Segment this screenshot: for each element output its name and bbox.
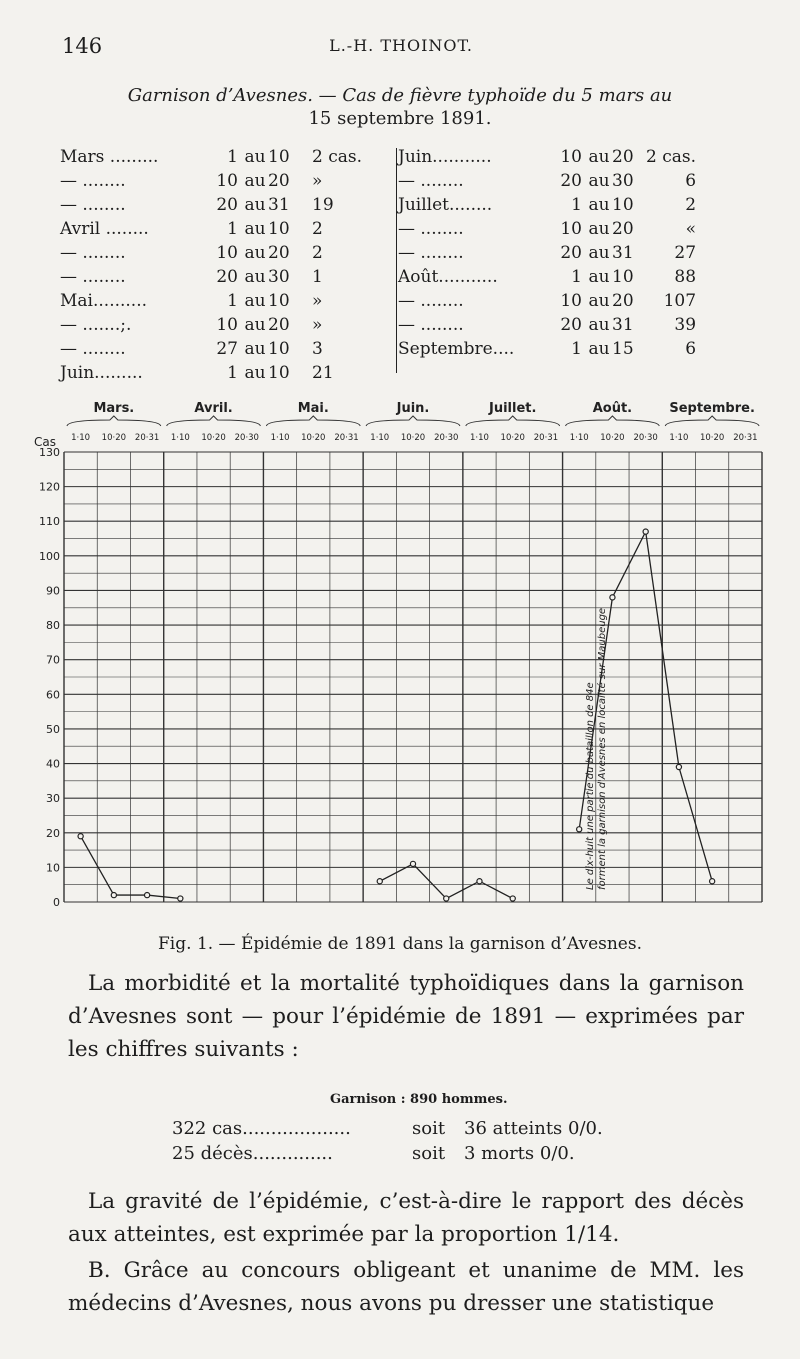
garrison-label: Garnison : 890 hommes. bbox=[330, 1092, 508, 1107]
y-tick-label: 70 bbox=[46, 653, 60, 667]
stats-label: 25 décès.............. bbox=[172, 1143, 333, 1164]
month-label: — ........ bbox=[398, 291, 464, 311]
period-start: 20 bbox=[216, 267, 238, 287]
case-row bbox=[398, 313, 696, 337]
month-label: — ........ bbox=[398, 243, 464, 263]
case-row bbox=[398, 289, 696, 313]
period-start: 1 bbox=[227, 219, 238, 239]
period-end: 10 bbox=[268, 339, 290, 359]
case-count: 6 bbox=[685, 171, 697, 191]
period-tick-label: 10·20 bbox=[699, 433, 725, 443]
case-row bbox=[60, 361, 372, 385]
period-end: 10 bbox=[268, 363, 290, 383]
period-tick-label: 1·10 bbox=[170, 433, 190, 443]
stats-value: 36 atteints 0/0. bbox=[464, 1118, 603, 1139]
period-start: 10 bbox=[216, 171, 238, 191]
period-start: 20 bbox=[560, 243, 582, 263]
period-end: 20 bbox=[268, 171, 290, 191]
month-label: — .......;. bbox=[60, 315, 132, 335]
data-point bbox=[710, 879, 715, 884]
month-label: — ........ bbox=[398, 219, 464, 239]
month-label: Avril ........ bbox=[60, 219, 149, 239]
case-count: 6 bbox=[685, 339, 697, 359]
period-tick-label: 20·31 bbox=[134, 433, 160, 443]
period-au: au bbox=[244, 147, 266, 167]
period-start: 10 bbox=[560, 219, 582, 239]
case-row bbox=[398, 337, 696, 361]
stats-soit: soit bbox=[412, 1118, 446, 1139]
period-tick-label: 1·10 bbox=[71, 433, 91, 443]
case-row bbox=[60, 193, 372, 217]
period-tick-label: 1·10 bbox=[669, 433, 689, 443]
period-start: 20 bbox=[560, 315, 582, 335]
stats-label: 322 cas................... bbox=[172, 1118, 351, 1139]
case-count: 2 bbox=[312, 243, 323, 263]
data-point bbox=[643, 529, 648, 534]
y-tick-label: 110 bbox=[39, 515, 60, 529]
y-tick-label: 30 bbox=[46, 792, 60, 806]
month-label: Mai. bbox=[297, 401, 329, 416]
case-count: 1 bbox=[312, 267, 323, 287]
period-au: au bbox=[588, 315, 610, 335]
data-point bbox=[178, 896, 183, 901]
period-au: au bbox=[244, 219, 266, 239]
month-label: Avril. bbox=[194, 401, 233, 416]
period-start: 20 bbox=[560, 171, 582, 191]
table-caption-line1: Garnison d’Avesnes. — Cas de fièvre typhoïde du 5 mars au bbox=[127, 85, 673, 106]
month-brace bbox=[167, 416, 261, 426]
period-start: 10 bbox=[560, 147, 582, 167]
paragraph-gravity: La gravité de l’épidémie, c’est-à-dire le rapport des décès aux atteintes, est exprimée par la proportion 1/14. bbox=[68, 1189, 744, 1247]
series-line bbox=[380, 864, 513, 899]
period-end: 15 bbox=[612, 339, 634, 359]
period-start: 20 bbox=[216, 195, 238, 215]
period-end: 10 bbox=[612, 267, 634, 287]
data-point bbox=[144, 892, 149, 897]
case-row bbox=[398, 265, 696, 289]
cases-table-right bbox=[398, 145, 696, 361]
case-count: 2 bbox=[312, 219, 323, 239]
y-tick-label: 20 bbox=[46, 826, 60, 840]
month-label: — ........ bbox=[60, 243, 126, 263]
chart-annotation-line1: Le dix-huit une partie du bataillon de 84e bbox=[585, 682, 597, 890]
month-label: — ........ bbox=[60, 171, 126, 191]
period-end: 31 bbox=[268, 195, 290, 215]
month-brace bbox=[665, 416, 759, 426]
data-point bbox=[78, 834, 83, 839]
case-row bbox=[60, 289, 372, 313]
stats-table bbox=[172, 1116, 629, 1166]
period-tick-label: 10·20 bbox=[301, 433, 326, 443]
paragraph-morbidity: La morbidité et la mortalité typhoïdiques dans la garnison d’Avesnes sont — pour l’épidémie de 1891 — exprimées par les chiffres suivants : bbox=[68, 971, 744, 1062]
stats-row bbox=[172, 1116, 629, 1141]
y-tick-label: 60 bbox=[46, 688, 60, 702]
period-start: 1 bbox=[571, 267, 582, 287]
period-start: 1 bbox=[227, 363, 238, 383]
month-label: Juin......... bbox=[60, 363, 143, 383]
month-brace bbox=[566, 416, 660, 426]
case-count: 19 bbox=[312, 195, 334, 215]
period-tick-label: 10·20 bbox=[101, 433, 127, 443]
y-tick-label: 90 bbox=[46, 584, 60, 598]
case-row bbox=[398, 169, 696, 193]
period-au: au bbox=[244, 339, 266, 359]
data-point bbox=[577, 827, 582, 832]
month-label: Août........... bbox=[398, 267, 498, 287]
period-au: au bbox=[588, 147, 610, 167]
stats-row bbox=[172, 1141, 629, 1166]
month-label: Juin........... bbox=[398, 147, 492, 167]
month-brace bbox=[466, 416, 560, 426]
period-tick-label: 20·30 bbox=[234, 433, 259, 443]
stats-soit: soit bbox=[412, 1143, 446, 1164]
case-count: 27 bbox=[674, 243, 697, 263]
month-label: Août. bbox=[592, 401, 633, 416]
period-tick-label: 10·20 bbox=[400, 433, 426, 443]
period-tick-label: 1·10 bbox=[470, 433, 489, 443]
period-end: 10 bbox=[268, 291, 290, 311]
period-tick-label: 20·30 bbox=[434, 433, 459, 443]
period-au: au bbox=[244, 315, 266, 335]
month-label: Juillet. bbox=[488, 401, 537, 416]
data-point bbox=[676, 764, 681, 769]
case-row bbox=[398, 193, 696, 217]
period-au: au bbox=[244, 363, 266, 383]
period-end: 20 bbox=[612, 219, 634, 239]
month-label: — ........ bbox=[60, 339, 126, 359]
paragraph-statistics: B. Grâce au concours obligeant et unanime de MM. les médecins d’Avesnes, nous avons pu dresser une statistique bbox=[68, 1258, 744, 1316]
case-count: 88 bbox=[674, 267, 697, 287]
period-end: 10 bbox=[268, 147, 290, 167]
month-label: — ........ bbox=[60, 267, 126, 287]
period-au: au bbox=[588, 195, 610, 215]
data-point bbox=[610, 595, 615, 600]
y-tick-label: 120 bbox=[39, 480, 60, 494]
case-count: 2 cas. bbox=[312, 147, 363, 167]
data-point bbox=[377, 879, 382, 884]
case-count: 39 bbox=[674, 315, 697, 335]
period-start: 10 bbox=[560, 291, 582, 311]
stats-value: 3 morts 0/0. bbox=[464, 1143, 575, 1164]
month-label: Mars ......... bbox=[60, 147, 159, 167]
period-end: 20 bbox=[268, 315, 290, 335]
running-header bbox=[62, 34, 740, 60]
month-label: — ........ bbox=[60, 195, 126, 215]
period-au: au bbox=[244, 171, 266, 191]
month-label: Mai.......... bbox=[60, 291, 148, 311]
period-end: 30 bbox=[268, 267, 290, 287]
y-tick-label: 0 bbox=[53, 896, 60, 909]
period-end: 20 bbox=[612, 291, 634, 311]
y-tick-label: 80 bbox=[46, 619, 60, 633]
figure-caption: Fig. 1. — Épidémie de 1891 dans la garnison d’Avesnes. bbox=[158, 934, 642, 954]
data-point bbox=[111, 892, 116, 897]
period-start: 10 bbox=[216, 315, 238, 335]
table-caption bbox=[60, 84, 740, 130]
period-au: au bbox=[244, 243, 266, 263]
month-label: Septembre. bbox=[669, 401, 755, 416]
y-tick-label: 10 bbox=[46, 861, 60, 875]
epidemic-chart-svg bbox=[0, 390, 800, 920]
month-brace bbox=[67, 416, 161, 426]
period-tick-label: 1·10 bbox=[370, 433, 390, 443]
period-tick-label: 10·20 bbox=[201, 433, 226, 443]
period-au: au bbox=[588, 219, 610, 239]
cases-table-left bbox=[60, 145, 372, 385]
y-tick-label: 100 bbox=[39, 549, 60, 563]
case-count: 2 bbox=[685, 195, 697, 215]
period-end: 31 bbox=[612, 315, 634, 335]
period-au: au bbox=[244, 291, 266, 311]
period-tick-label: 20·31 bbox=[334, 433, 359, 443]
month-label: — ........ bbox=[398, 171, 464, 191]
case-row bbox=[398, 145, 696, 169]
case-row bbox=[398, 241, 696, 265]
case-row bbox=[60, 241, 372, 265]
month-label: Juillet........ bbox=[398, 195, 493, 215]
month-brace bbox=[266, 416, 360, 426]
data-point bbox=[477, 879, 482, 884]
chart-annotation-line2: forment la garnison d'Avesnes en localité sur Maubeuge bbox=[597, 607, 609, 890]
period-end: 20 bbox=[612, 147, 634, 167]
month-label: Mars. bbox=[93, 401, 135, 416]
period-au: au bbox=[244, 267, 266, 287]
case-count: 21 bbox=[312, 363, 334, 383]
period-tick-label: 20·30 bbox=[633, 433, 658, 443]
period-tick-label: 10·20 bbox=[600, 433, 625, 443]
epidemic-chart bbox=[0, 390, 800, 920]
period-au: au bbox=[244, 195, 266, 215]
period-end: 10 bbox=[268, 219, 290, 239]
data-point bbox=[410, 861, 415, 866]
period-end: 31 bbox=[612, 243, 634, 263]
period-tick-label: 1·10 bbox=[270, 433, 290, 443]
period-tick-label: 1·10 bbox=[569, 433, 589, 443]
y-tick-label: 50 bbox=[46, 722, 60, 736]
period-au: au bbox=[588, 171, 610, 191]
author-header: L.-H. THOINOT. bbox=[329, 36, 473, 55]
y-axis-label: Cas bbox=[34, 435, 56, 449]
table-column-divider bbox=[396, 148, 397, 373]
case-row bbox=[60, 145, 372, 169]
case-count: » bbox=[312, 171, 323, 191]
case-count: « bbox=[685, 219, 697, 239]
period-au: au bbox=[588, 291, 610, 311]
period-end: 30 bbox=[612, 171, 634, 191]
period-start: 27 bbox=[216, 339, 238, 359]
case-row bbox=[60, 337, 372, 361]
period-start: 1 bbox=[227, 147, 238, 167]
month-brace bbox=[366, 416, 460, 426]
data-point bbox=[510, 896, 515, 901]
case-row bbox=[60, 217, 372, 241]
period-start: 1 bbox=[227, 291, 238, 311]
period-end: 20 bbox=[268, 243, 290, 263]
case-count: 107 bbox=[663, 291, 697, 311]
page-number: 146 bbox=[62, 34, 103, 58]
case-count: » bbox=[312, 291, 323, 311]
period-start: 1 bbox=[571, 195, 582, 215]
period-tick-label: 20·31 bbox=[533, 433, 559, 443]
case-count: » bbox=[312, 315, 323, 335]
case-count: 3 bbox=[312, 339, 323, 359]
case-row bbox=[60, 313, 372, 337]
case-row bbox=[60, 169, 372, 193]
table-caption-line2: 15 septembre 1891. bbox=[308, 108, 492, 129]
period-au: au bbox=[588, 267, 610, 287]
month-label: Septembre.... bbox=[398, 339, 515, 359]
period-tick-label: 10·20 bbox=[500, 433, 525, 443]
month-label: — ........ bbox=[398, 315, 464, 335]
period-au: au bbox=[588, 339, 610, 359]
month-label: Juin. bbox=[396, 401, 430, 416]
case-row bbox=[398, 217, 696, 241]
period-end: 10 bbox=[612, 195, 634, 215]
case-row bbox=[60, 265, 372, 289]
case-count: 2 cas. bbox=[646, 147, 697, 167]
period-start: 10 bbox=[216, 243, 238, 263]
data-point bbox=[444, 896, 449, 901]
y-tick-label: 40 bbox=[46, 757, 60, 771]
period-au: au bbox=[588, 243, 610, 263]
period-tick-label: 20·31 bbox=[733, 433, 758, 443]
y-tick-label: 130 bbox=[39, 446, 60, 459]
period-start: 1 bbox=[571, 339, 582, 359]
